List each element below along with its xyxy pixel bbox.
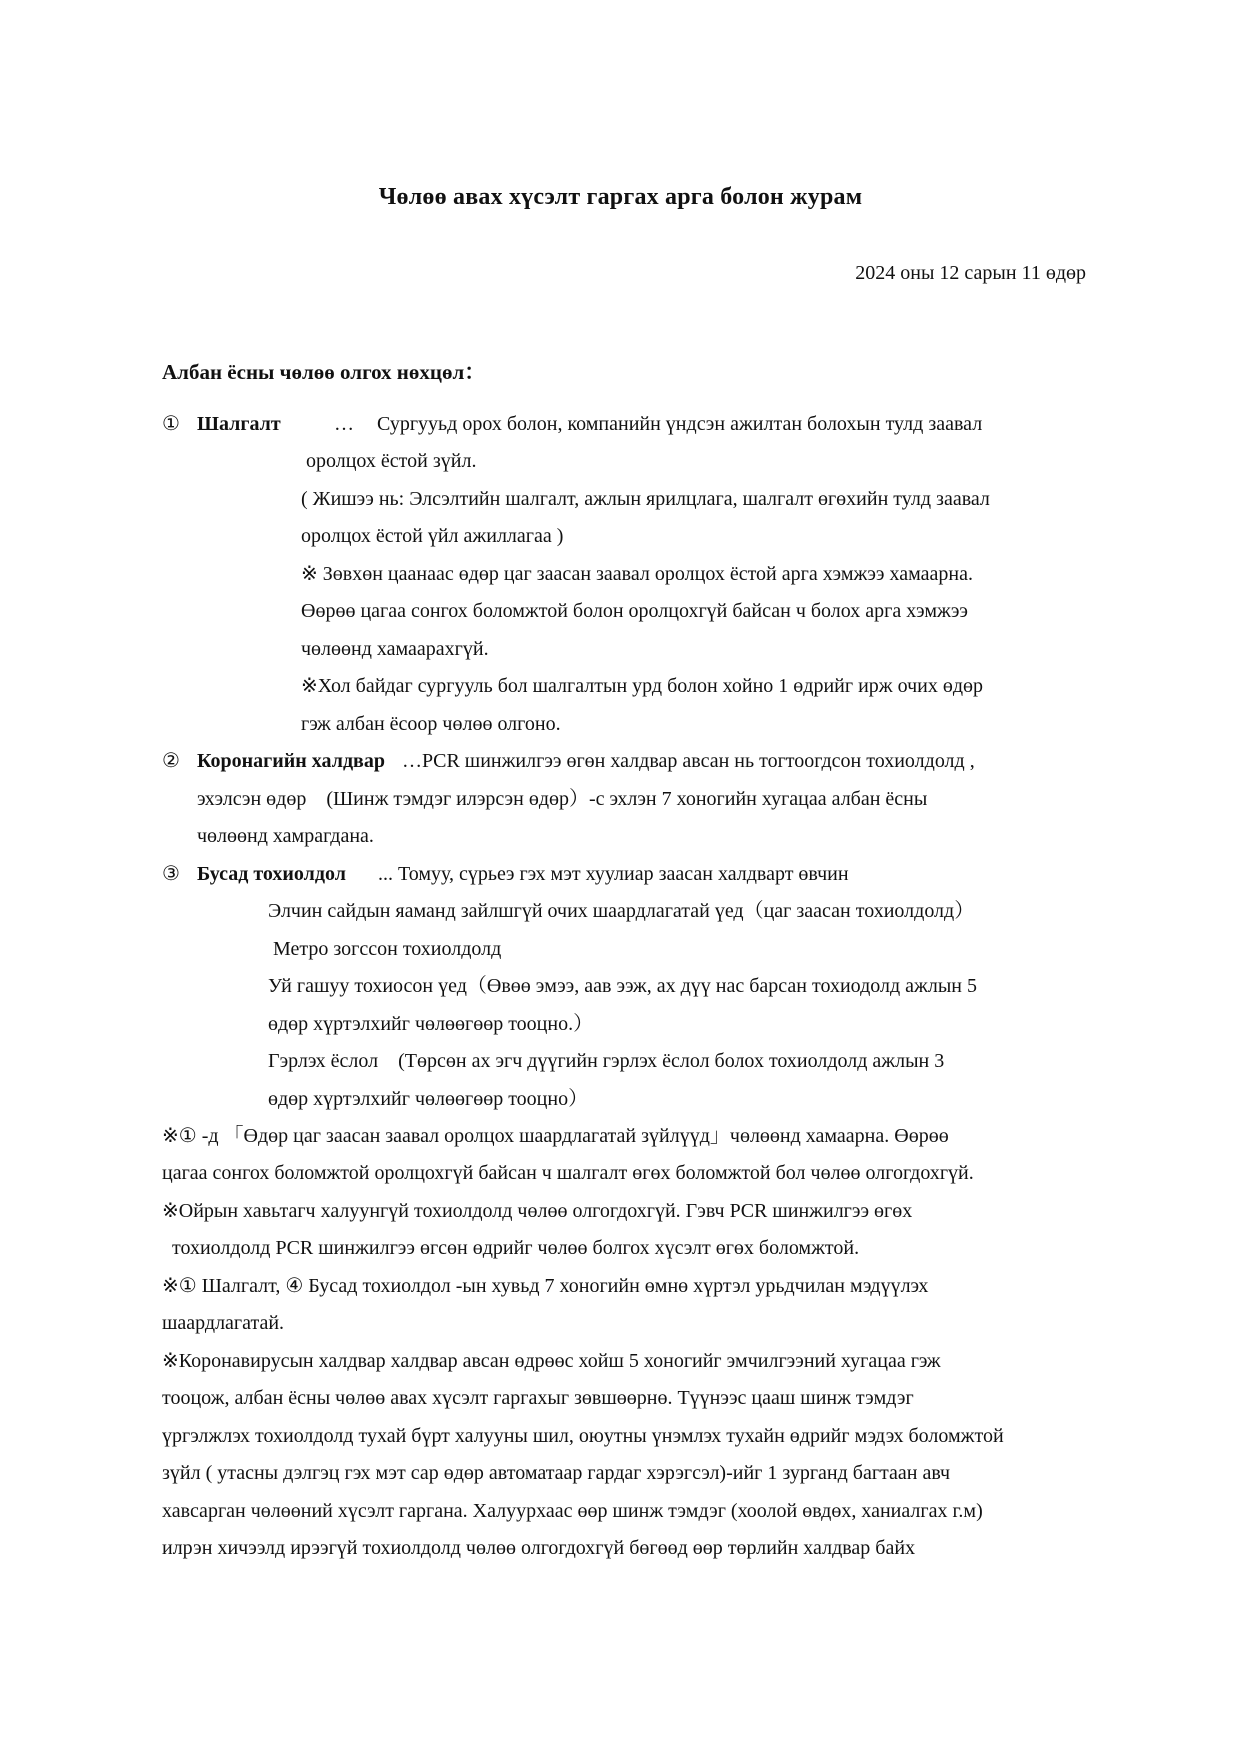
item-1-line-7: чөлөөнд хамаарахгүй.	[301, 638, 489, 660]
item-3-line-6: Гэрлэх ёслол (Төрсөн ах эгч дүүгийн гэрлэх ёслол болох тохиолдолд ажлын 3	[268, 1050, 945, 1072]
note-line-6: шаардлагатай.	[162, 1312, 285, 1334]
item-3-line-3: Метро зогссон тохиолдолд	[273, 938, 502, 960]
item-1-line-1: Сургууьд орох болон, компанийн үндсэн ажилтан болохын тулд заавал	[377, 413, 983, 435]
note-line-1: ※① -д 「Өдөр цаг заасан заавал оролцох шаардлагатай зүйлүүд」чөлөөнд хамаарна. Өөрөө	[162, 1125, 949, 1147]
item-1-line-6: Өөрөө цагаа сонгох боломжтой болон оролцохгүй байсан ч болох арга хэмжээ	[301, 600, 969, 622]
item-2-number: ②	[162, 750, 180, 772]
item-3-number: ③	[162, 863, 180, 885]
item-1-line-2: оролцох ёстой зүйл.	[306, 450, 477, 472]
item-3-line-7: өдөр хүртэлхийг чөлөөгөөр тооцно）	[268, 1088, 589, 1110]
item-3-label: Бусад тохиолдол	[197, 863, 346, 885]
item-1-label: Шалгалт	[197, 413, 281, 435]
item-3-line-4: Уй гашуу тохиосон үед（Өвөө эмээ, аав ээж, ах дүү нас барсан тохиодолд ажлын 5	[268, 975, 977, 997]
item-1-line-5: ※ Зөвхөн цаанаас өдөр цаг заасан заавал оролцох ёстой арга хэмжээ хамаарна.	[301, 563, 973, 585]
item-2-line-3: чөлөөнд хамрагдана.	[197, 825, 374, 847]
note-line-3: ※Ойрын хавьтагч халуунгүй тохиолдолд чөлөө олгогдохгүй. Гэвч PCR шинжилгээ өгөх	[162, 1200, 913, 1222]
note-line-9: үргэлжлэх тохиолдолд тухай бүрт халууны шил, оюутны үнэмлэх тухайн өдрийг мэдэх боломжтой	[162, 1425, 1004, 1447]
item-3-line-2: Элчин сайдын яаманд зайлшгүй очих шаардлагатай үед（цаг заасан тохиолдолд）	[268, 900, 975, 922]
note-line-10: зүйл ( утасны дэлгэц гэх мэт сар өдөр автоматаар гардаг хэрэгсэл)-ийг 1 зурганд багтаан авч	[162, 1462, 951, 1484]
item-1-number: ①	[162, 413, 180, 435]
note-line-11: хавсарган чөлөөний хүсэлт гаргана. Халуурхаас өөр шинж тэмдэг (хоолой өвдөх, ханиалгах г.м)	[162, 1500, 983, 1522]
document-title: Чөлөө авах хүсэлт гаргах арга болон журам	[378, 184, 863, 210]
section-heading: Албан ёсны чөлөө олгох нөхцөл：	[162, 360, 486, 384]
note-line-2: цагаа сонгох боломжтой оролцохгүй байсан ч шалгалт өгөх боломжтой бол чөлөө олгогдохгүй.	[162, 1162, 974, 1184]
note-line-8: тооцож, албан ёсны чөлөө авах хүсэлт гаргахыг зөвшөөрнө. Түүнээс цааш шинж тэмдэг	[162, 1387, 914, 1409]
note-line-7: ※Коронавирусын халдвар халдвар авсан өдрөөс хойш 5 хоногийг эмчилгээний хугацаа гэж	[162, 1350, 941, 1372]
item-1-line-8: ※Хол байдаг сургууль бол шалгалтын урд болон хойно 1 өдрийг ирж очих өдөр	[301, 675, 984, 697]
note-line-5: ※① Шалгалт, ④ Бусад тохиолдол -ын хувьд 7 хоногийн өмнө хүртэл урьдчилан мэдүүлэх	[162, 1275, 929, 1297]
document-date: 2024 оны 12 сарын 11 өдөр	[855, 262, 1086, 284]
note-line-12: илрэн хичээлд ирээгүй тохиолдолд чөлөө олгогдохгүй бөгөөд өөр төрлийн халдвар байх	[162, 1537, 916, 1559]
item-1-separator: …	[334, 413, 354, 435]
item-2-line-1: …PCR шинжилгээ өгөн халдвар авсан нь тогтоогдсон тохиолдолд ,	[402, 750, 975, 772]
item-1-line-3: ( Жишээ нь: Элсэлтийн шалгалт, ажлын ярилцлага, шалгалт өгөхийн тулд заавал	[301, 488, 990, 510]
item-2-line-2: эхэлсэн өдөр (Шинж тэмдэг илэрсэн өдөр）-с эхлэн 7 хоногийн хугацаа албан ёсны	[197, 788, 928, 810]
item-2-label: Коронагийн халдвар	[197, 750, 385, 772]
note-line-4: тохиолдолд PCR шинжилгээ өгсөн өдрийг чөлөө болгох хүсэлт өгөх боломжтой.	[172, 1237, 860, 1259]
item-1-line-9: гэж албан ёсоор чөлөө олгоно.	[301, 713, 561, 735]
item-3-line-5: өдөр хүртэлхийг чөлөөгөөр тооцно.）	[268, 1013, 594, 1035]
item-3-line-1: ... Томуу, сүрьеэ гэх мэт хуулиар заасан халдварт өвчин	[378, 863, 849, 885]
item-1-line-4: оролцох ёстой үйл ажиллагаа )	[301, 525, 564, 547]
